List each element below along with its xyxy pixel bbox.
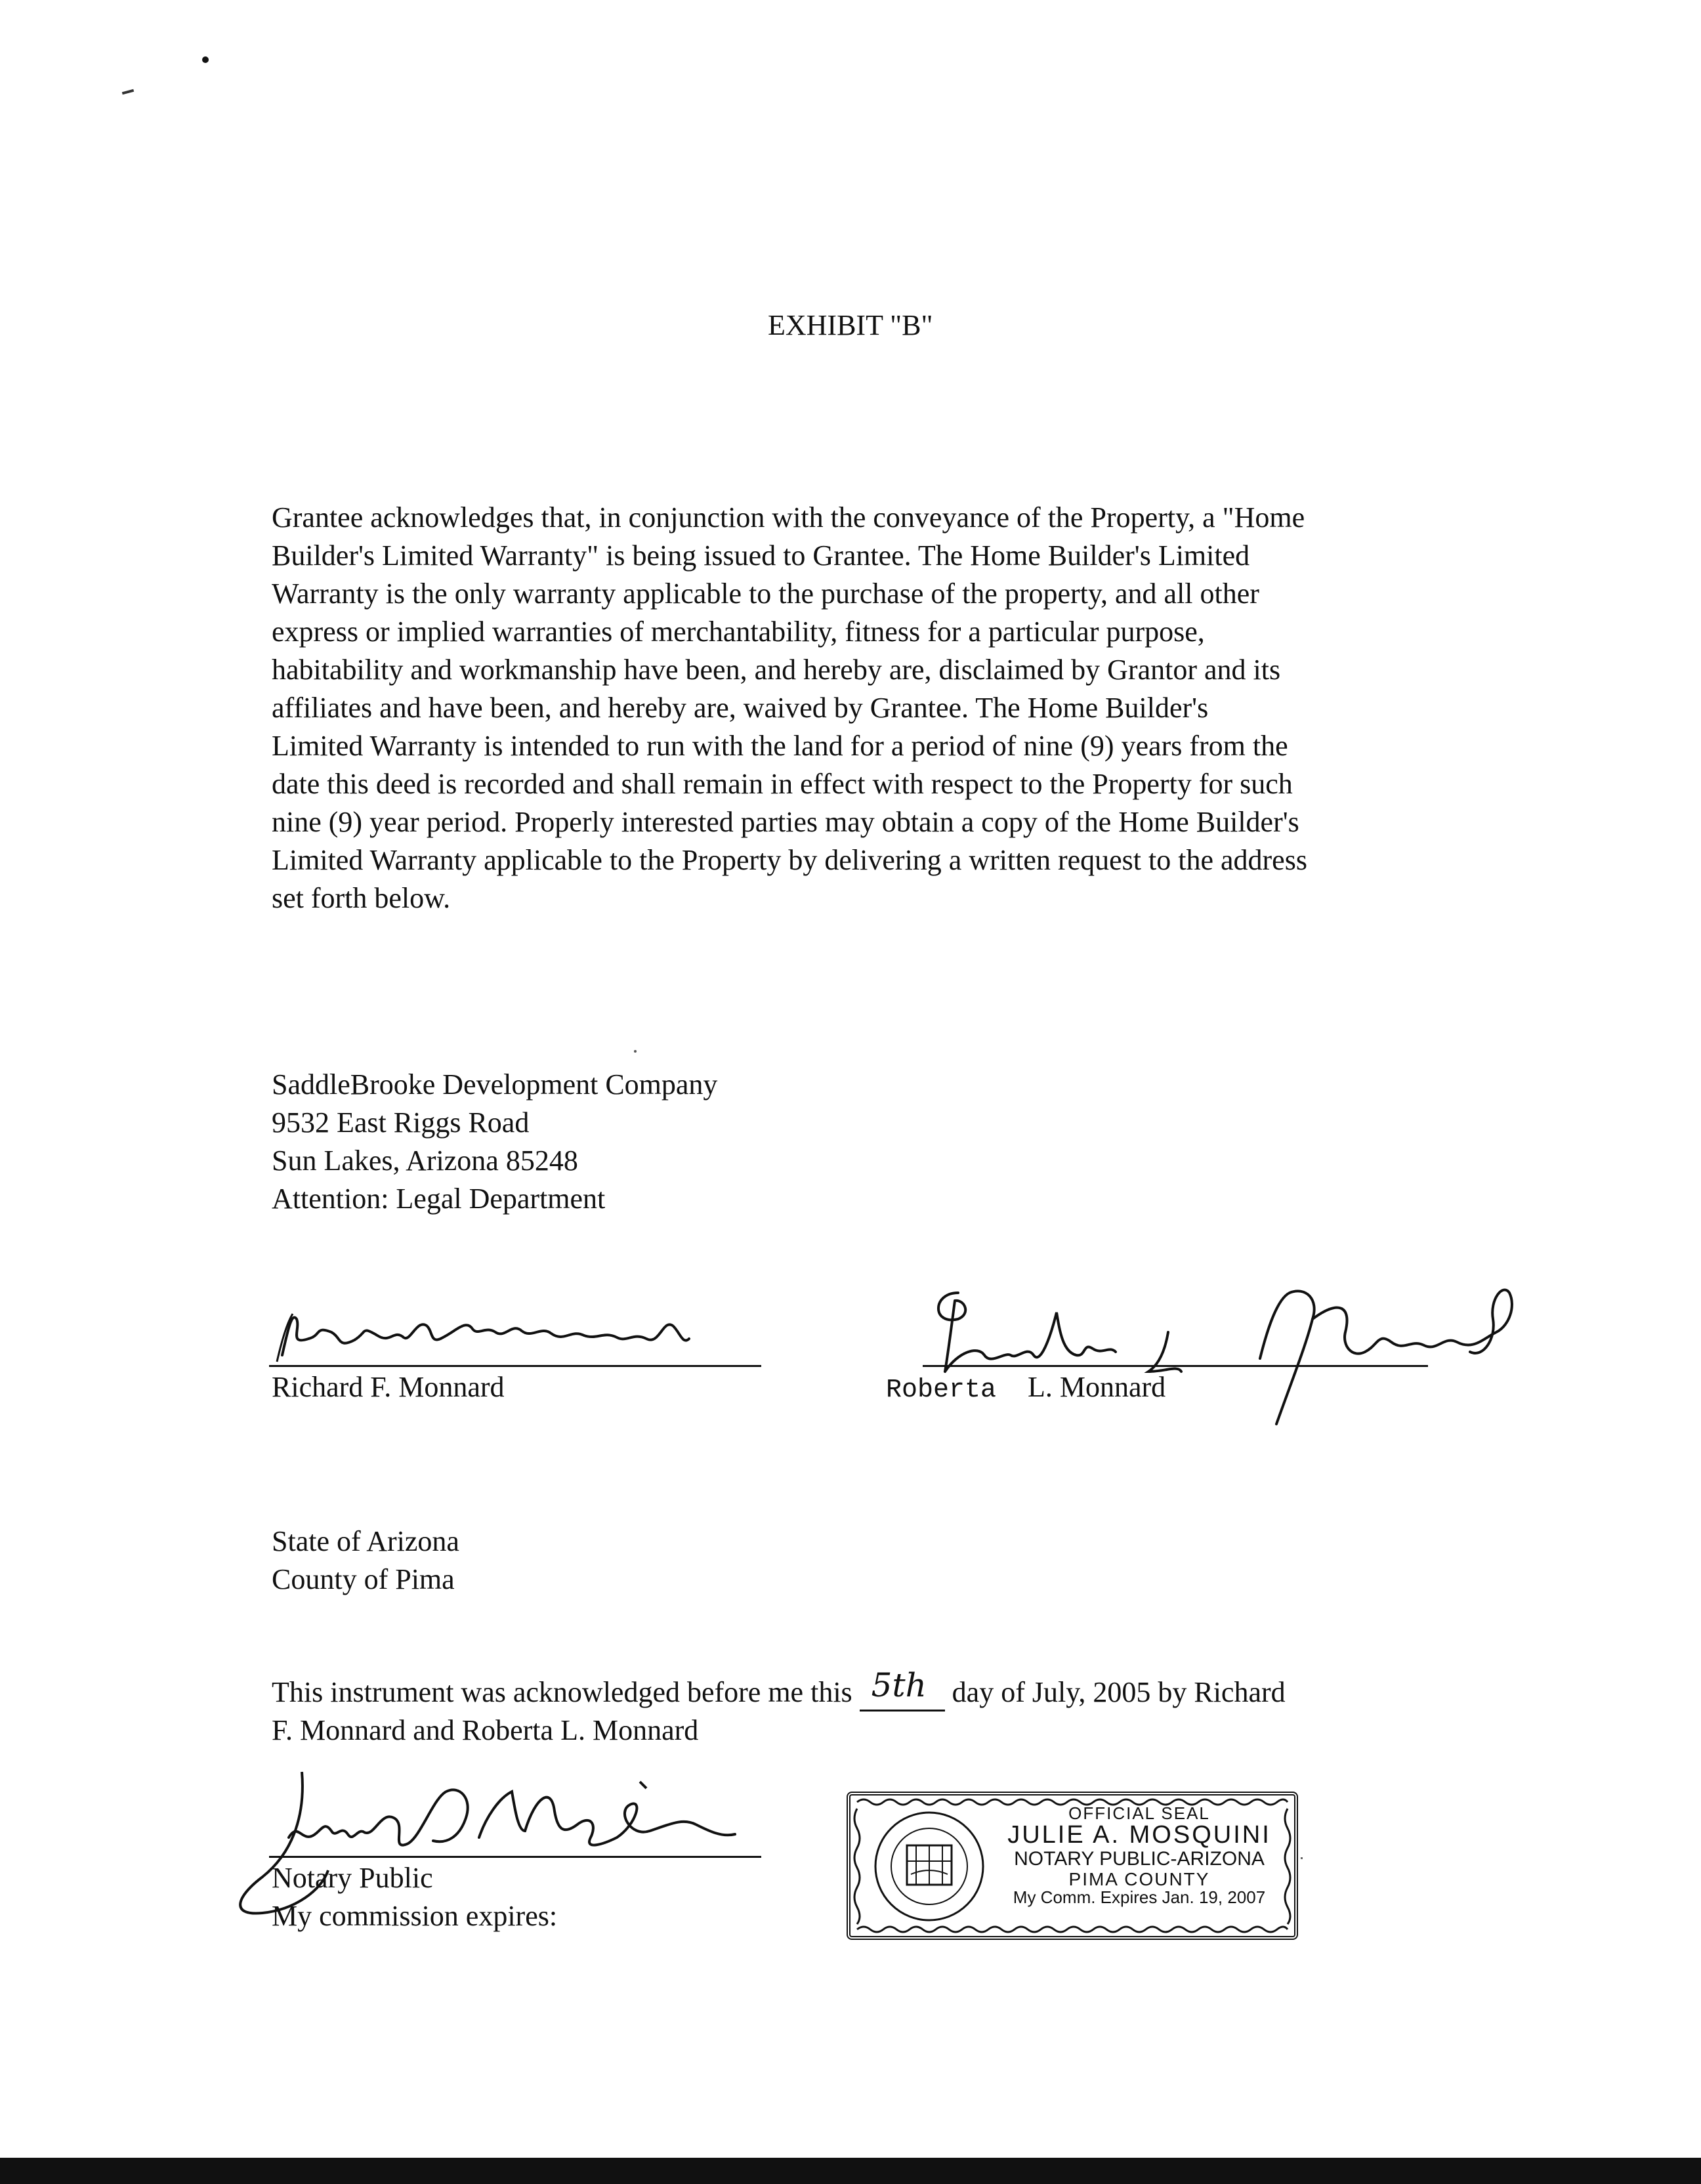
paragraph-line: set forth below.: [272, 882, 451, 914]
paragraph-line: affiliates and have been, and hereby are, waived by Grantee. The Home Builder's: [272, 692, 1209, 724]
notary-seal: [847, 1792, 1298, 1940]
address-line: 9532 East Riggs Road: [272, 1106, 530, 1139]
signer-name-left: Richard F. Monnard: [272, 1371, 505, 1403]
venue-block: [272, 1522, 459, 1599]
scan-mark: [122, 89, 134, 95]
paragraph-line: date this deed is recorded and shall remain in effect with respect to the Property for such: [272, 768, 1293, 800]
paragraph-line: Builder's Limited Warranty" is being issued to Grantee. The Home Builder's Limited: [272, 539, 1250, 572]
scan-bottom-edge: [0, 2158, 1701, 2184]
commission-expires-label: My commission expires:: [272, 1900, 558, 1932]
scan-mark: [202, 56, 209, 63]
signature-line: [923, 1365, 1428, 1367]
seal-county: PIMA COUNTY: [1068, 1868, 1210, 1889]
exhibit-title: EXHIBIT "B": [768, 309, 933, 341]
seal-heading: OFFICIAL SEAL: [1068, 1803, 1210, 1823]
seal-notary-name: JULIE A. MOSQUINI: [1007, 1821, 1271, 1849]
paragraph-line: Warranty is the only warranty applicable to the purchase of the property, and all other: [272, 578, 1259, 610]
acknowledgment: [272, 1666, 1286, 1750]
paragraph-line: Grantee acknowledges that, in conjunction with the conveyance of the Property, a "Home: [272, 501, 1305, 534]
seal-text: [995, 1805, 1284, 1906]
richard-signature: [269, 1299, 768, 1372]
ack-text-after: day of July, 2005 by Richard: [952, 1676, 1286, 1708]
warranty-paragraph: [272, 499, 1479, 917]
paragraph-line: nine (9) year period. Properly interested parties may obtain a copy of the Home Builder's: [272, 806, 1299, 838]
seal-notary-title: NOTARY PUBLIC-ARIZONA: [1014, 1848, 1265, 1870]
day-blank: [860, 1666, 945, 1712]
signer-first-right: Roberta: [886, 1376, 997, 1405]
scan-mark: [1301, 1857, 1303, 1859]
signature-line: [269, 1856, 761, 1858]
paragraph-line: Limited Warranty applicable to the Property by delivering a written request to the address: [272, 844, 1307, 876]
state-line: State of Arizona: [272, 1525, 459, 1557]
address-line: Attention: Legal Department: [272, 1183, 606, 1215]
ack-text-before: This instrument was acknowledged before me this: [272, 1676, 852, 1708]
signer-name-right: L. Monnard: [1028, 1371, 1166, 1403]
seal-expiration: My Comm. Expires Jan. 19, 2007: [1013, 1887, 1266, 1908]
signature-line: [269, 1365, 761, 1367]
address-block: [272, 1066, 717, 1218]
paragraph-line: express or implied warranties of merchantability, fitness for a particular purpose,: [272, 616, 1205, 648]
ack-line-2: F. Monnard and Roberta L. Monnard: [272, 1714, 699, 1746]
paragraph-line: Limited Warranty is intended to run with the land for a period of nine (9) years from the: [272, 730, 1288, 762]
address-line: SaddleBrooke Development Company: [272, 1068, 718, 1101]
scan-mark: [634, 1050, 637, 1053]
notary-public-label: Notary Public: [272, 1862, 433, 1894]
handwritten-day: 5th: [871, 1666, 927, 1704]
paragraph-line: habitability and workmanship have been, and hereby are, disclaimed by Grantor and its: [272, 654, 1281, 686]
roberta-signature: [919, 1273, 1536, 1431]
county-line: County of Pima: [272, 1563, 455, 1595]
address-line: Sun Lakes, Arizona 85248: [272, 1144, 578, 1177]
